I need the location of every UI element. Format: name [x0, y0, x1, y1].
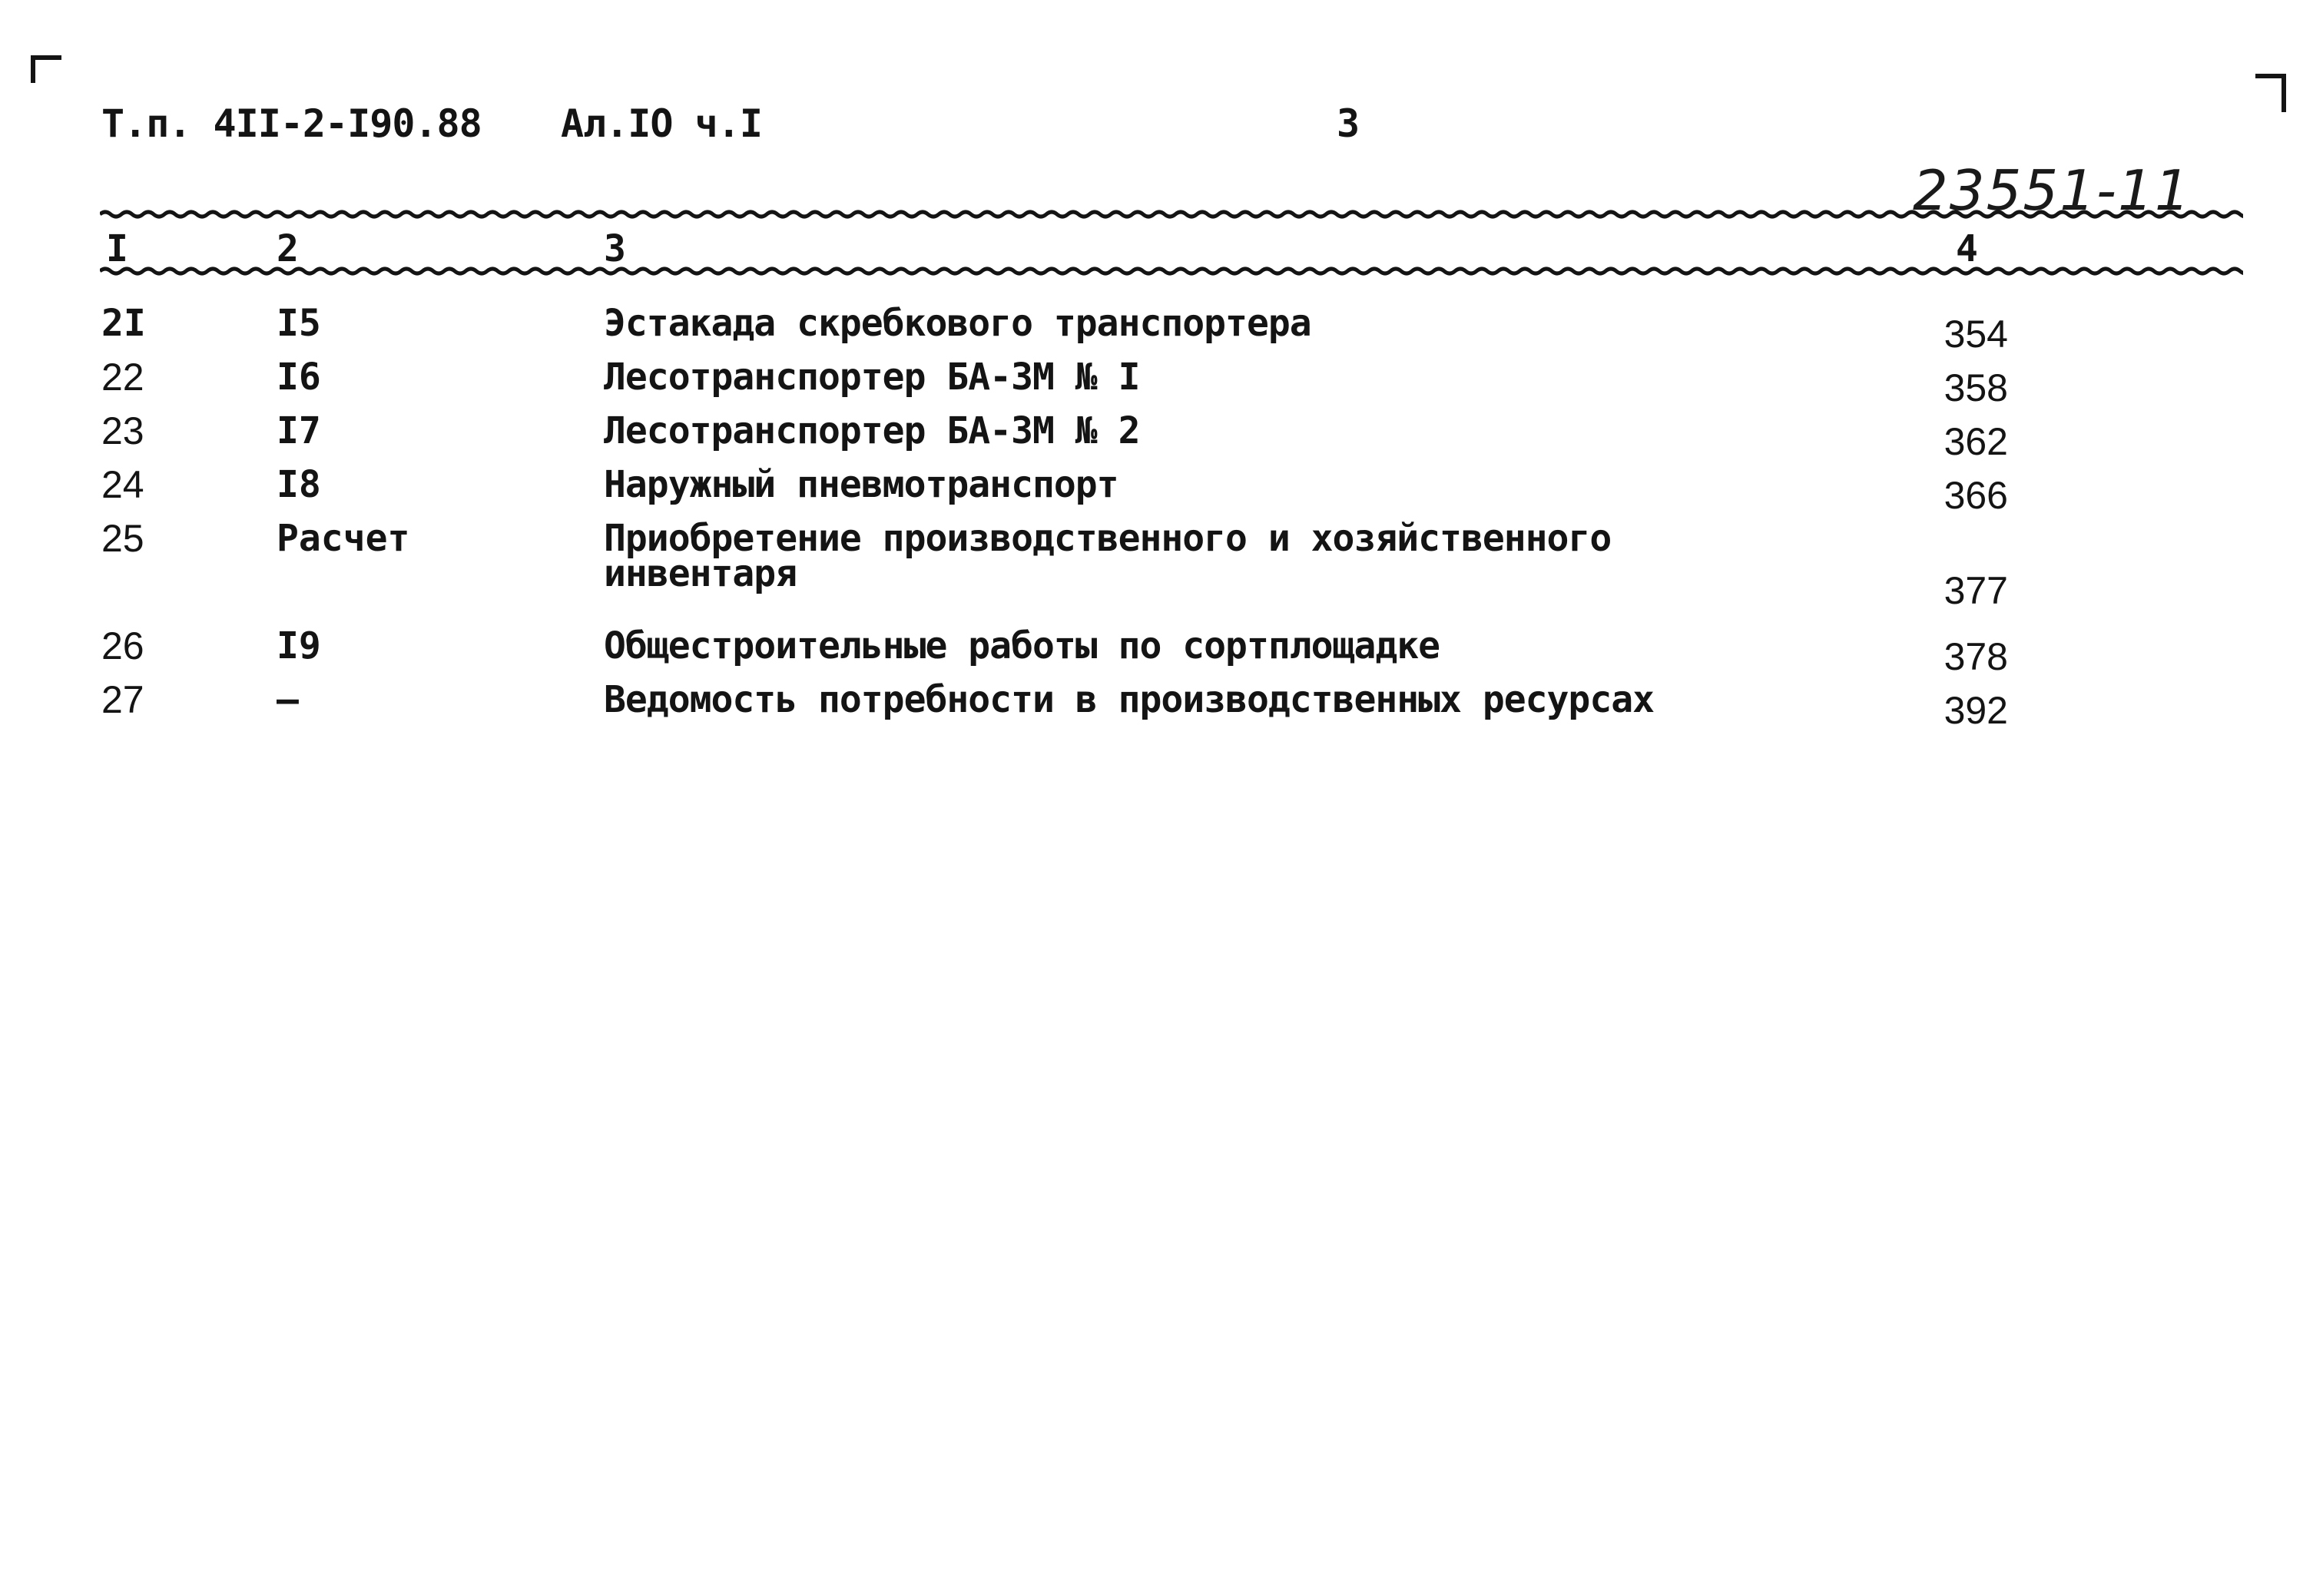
row-reference: I6: [277, 356, 321, 399]
table-header-rule: [100, 263, 2243, 280]
row-number: 25: [101, 517, 144, 560]
row-reference: –: [277, 678, 299, 721]
handwritten-inventory-number: 23551-11: [1913, 158, 2192, 223]
row-reference: I9: [277, 624, 321, 667]
row-number: 24: [101, 463, 144, 506]
row-number: 26: [101, 624, 144, 667]
column-header-2: 2: [277, 227, 299, 270]
row-title-continuation: инвентаря: [604, 552, 797, 595]
row-page: 366: [1944, 474, 2008, 517]
column-header-3: 3: [604, 227, 626, 270]
row-page: 354: [1944, 313, 2008, 356]
column-header-4: 4: [1956, 227, 1978, 270]
corner-mark-top-right: [2255, 74, 2286, 112]
row-page: 358: [1944, 366, 2008, 409]
row-reference: I7: [277, 409, 321, 452]
row-number: 27: [101, 678, 144, 721]
row-page: 362: [1944, 420, 2008, 463]
row-page: 378: [1944, 635, 2008, 678]
column-header-1: I: [106, 227, 128, 270]
row-reference: I8: [277, 463, 321, 506]
table-top-rule: [100, 206, 2243, 223]
row-page: 392: [1944, 689, 2008, 732]
corner-mark-top-left: [31, 55, 61, 83]
row-number: 23: [101, 409, 144, 452]
page-number: 3: [1337, 101, 1360, 146]
row-reference: Расчет: [277, 517, 410, 560]
row-title: Лесотранспортер БА-3М № I: [604, 356, 1140, 399]
document-code: Т.п. 4II-2-I90.88: [101, 101, 482, 146]
album-part: Ал.IO ч.I: [561, 101, 762, 146]
row-reference: I5: [277, 302, 321, 345]
row-title: Лесотранспортер БА-3М № 2: [604, 409, 1140, 452]
row-title: Приобретение производственного и хозяйственного: [604, 517, 1612, 560]
row-title: Ведомость потребности в производственных ресурсах: [604, 678, 1655, 721]
row-page: 377: [1944, 569, 2008, 612]
row-title: Эстакада скребкового транспортера: [604, 302, 1311, 345]
row-title: Общестроительные работы по сортплощадке: [604, 624, 1440, 667]
row-number: 22: [101, 356, 144, 399]
row-title: Наружный пневмотранспорт: [604, 463, 1118, 506]
row-number: 2I: [101, 302, 146, 345]
